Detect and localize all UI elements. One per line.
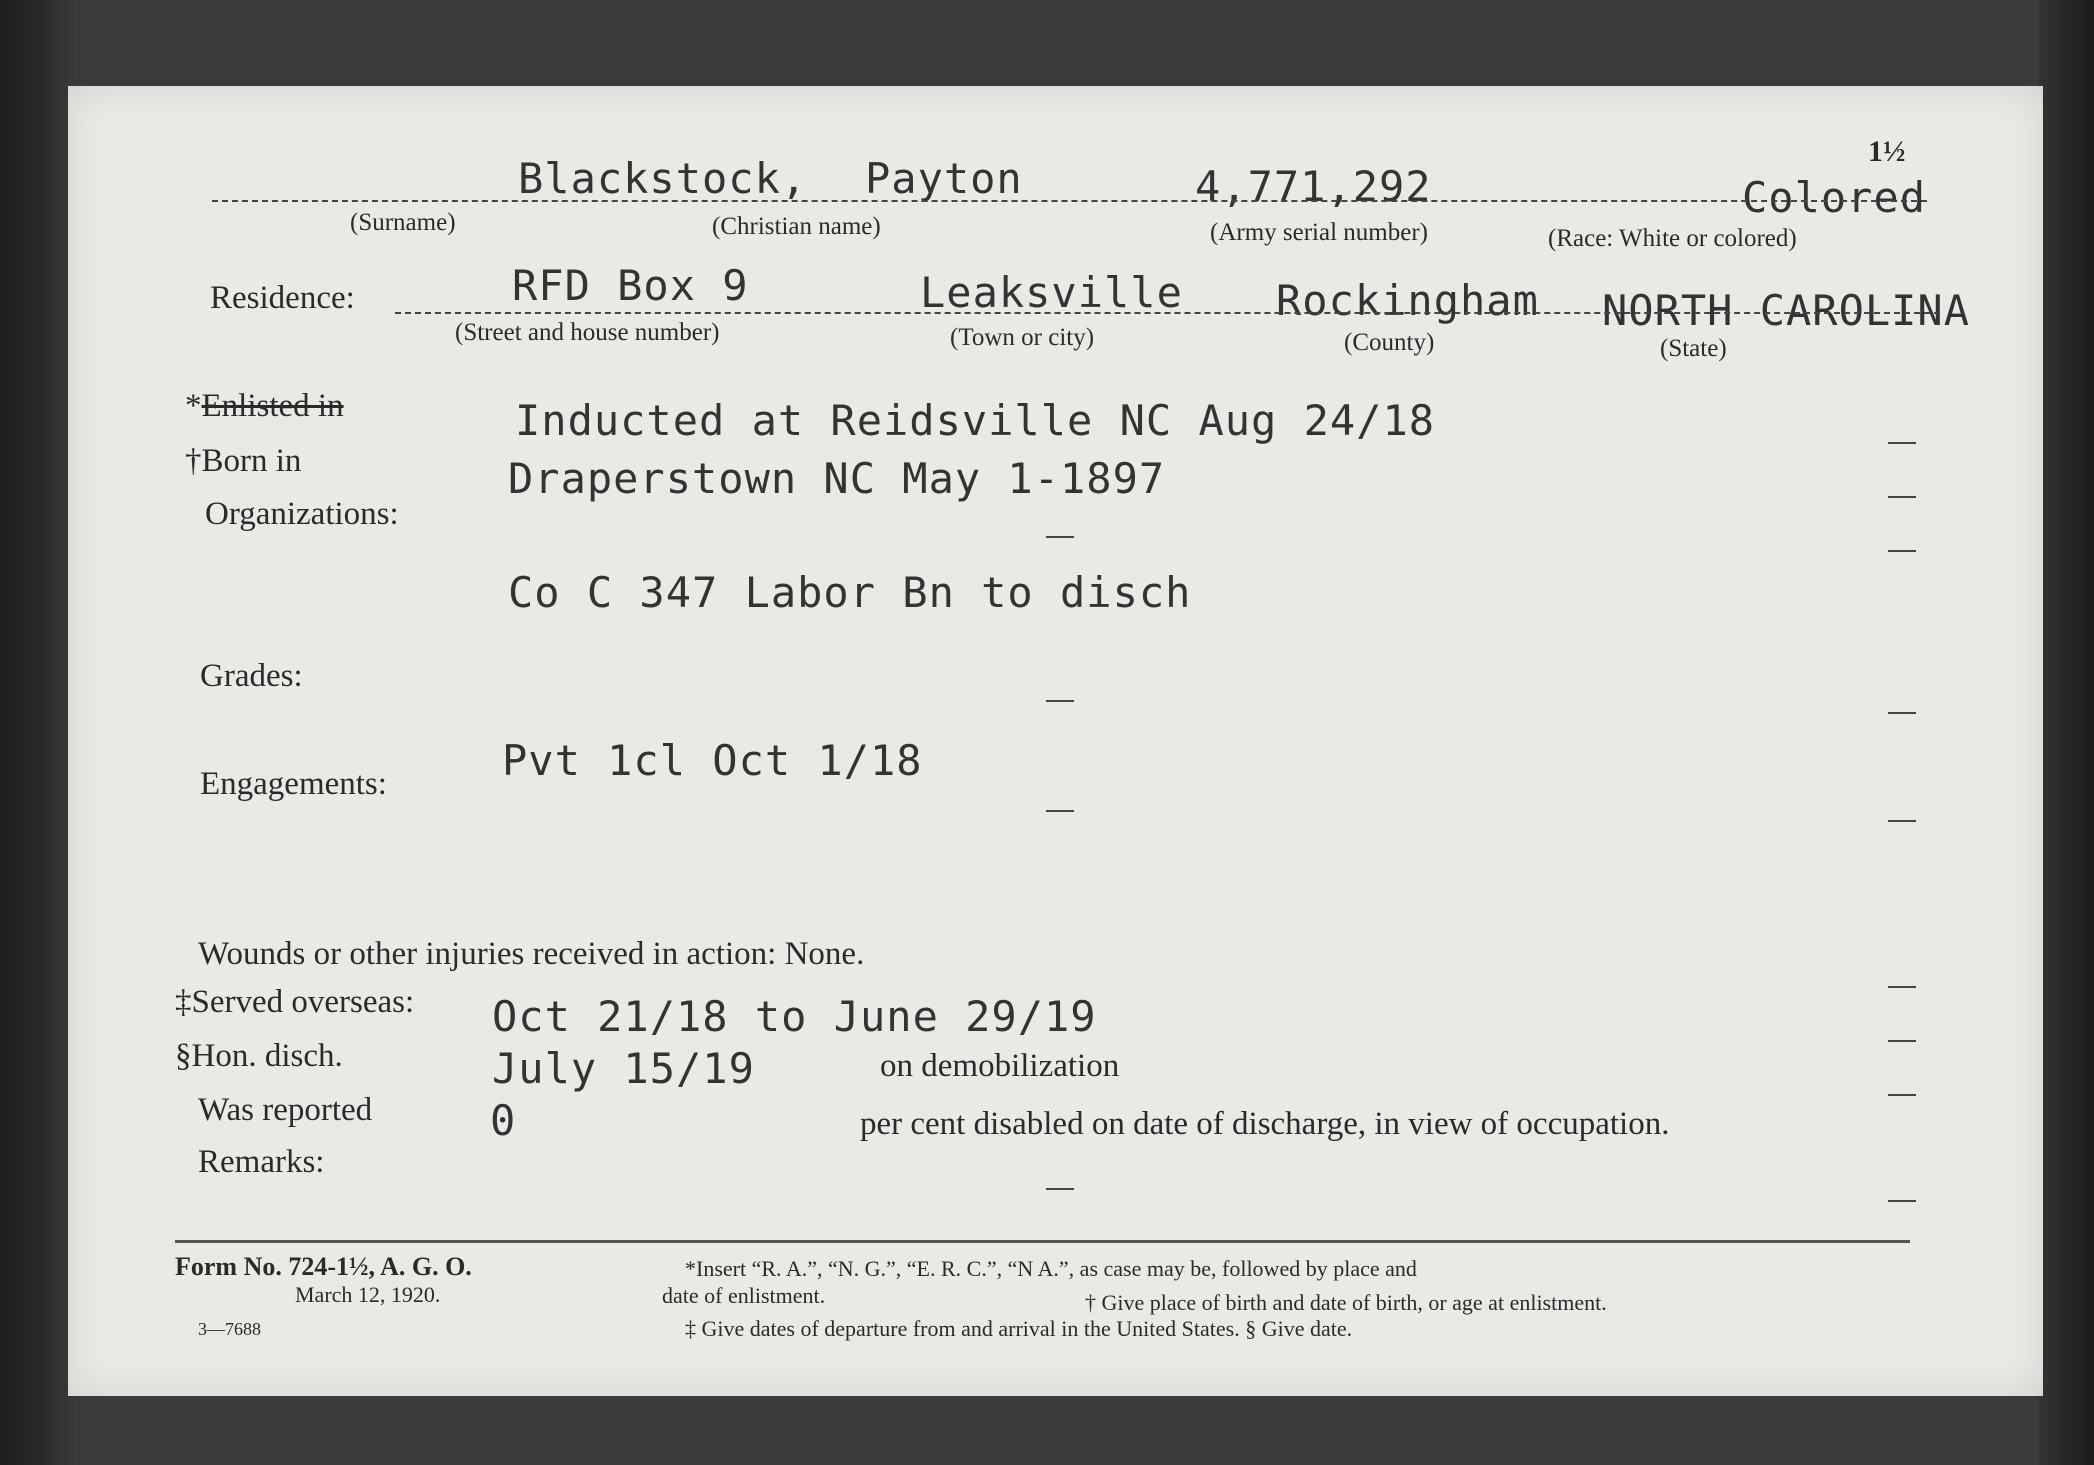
grades-label: Grades:	[200, 658, 303, 694]
organizations-value: Co C 347 Labor Bn to disch	[508, 568, 1192, 617]
discharge-label: §Hon. disch.	[175, 1038, 343, 1074]
footnote-overseas: ‡ Give dates of departure from and arrival in the United States. § Give date.	[685, 1316, 1353, 1341]
overseas-label: ‡Served overseas:	[175, 984, 415, 1020]
wounds-label: Wounds or other injuries received in action:	[198, 936, 777, 972]
label-surname: (Surname)	[350, 209, 456, 236]
residence-state: NORTH CAROLINA	[1602, 286, 1971, 335]
blank-dash	[1888, 1094, 1916, 1096]
blank-dash	[1888, 1040, 1916, 1042]
footnote-birth: † Give place of birth and date of birth, or age at enlistment.	[1085, 1290, 1607, 1315]
overseas-value: Oct 21/18 to June 29/19	[492, 992, 1097, 1041]
discharge-suffix: on demobilization	[880, 1048, 1120, 1084]
residence-label: Residence:	[210, 280, 355, 316]
scan-edge-left	[0, 0, 75, 1465]
blank-dash	[1888, 1200, 1916, 1202]
footer-rule	[175, 1240, 1910, 1243]
blank-dash	[1046, 1188, 1074, 1190]
discharge-value: July 15/19	[492, 1044, 755, 1093]
blank-dash	[1888, 820, 1916, 822]
residence-town: Leaksville	[920, 268, 1183, 317]
label-christian-name: (Christian name)	[712, 213, 881, 240]
residence-county: Rockingham	[1276, 276, 1539, 325]
label-county: (County)	[1344, 329, 1435, 356]
form-number: Form No. 724-1½, A. G. O.	[175, 1252, 472, 1281]
serial-number-value: 4,771,292	[1195, 162, 1432, 211]
enlisted-asterisk: *	[185, 388, 202, 424]
christian-name-value: Payton	[865, 154, 1023, 203]
born-label: †Born in	[185, 443, 302, 479]
residence-street: RFD Box 9	[512, 261, 749, 310]
blank-dash	[1888, 712, 1916, 714]
fraction-mark: 1½	[1868, 135, 1906, 168]
blank-dash	[1046, 536, 1074, 538]
label-town: (Town or city)	[950, 324, 1095, 351]
engagements-label: Engagements:	[200, 766, 387, 802]
blank-dash	[1888, 442, 1916, 444]
wounds-value: None.	[784, 936, 865, 972]
header-dashed-line	[212, 200, 1927, 202]
blank-dash	[1046, 810, 1074, 812]
blank-dash	[1888, 550, 1916, 552]
label-serial: (Army serial number)	[1210, 219, 1428, 246]
enlisted-label-text: Enlisted in	[201, 388, 344, 424]
label-state: (State)	[1660, 335, 1727, 362]
footnote-insert: *Insert “R. A.”, “N. G.”, “E. R. C.”, “N A.”, as case may be, followed by place and	[685, 1256, 1417, 1281]
blank-dash	[1888, 986, 1916, 988]
remarks-label: Remarks:	[198, 1144, 325, 1180]
enlisted-value: Inducted at Reidsville NC Aug 24/18	[515, 396, 1436, 445]
label-street: (Street and house number)	[455, 319, 720, 346]
reported-label: Was reported	[198, 1092, 373, 1128]
race-value: Colored	[1742, 173, 1927, 222]
residence-dashed-line	[395, 312, 1940, 314]
scan-edge-right	[2039, 0, 2094, 1465]
born-value: Draperstown NC May 1-1897	[508, 454, 1166, 503]
form-code: 3—7688	[198, 1319, 261, 1339]
enlisted-label	[185, 390, 344, 423]
organizations-label: Organizations:	[205, 496, 399, 532]
footnote-insert-cont: date of enlistment.	[662, 1283, 826, 1308]
label-race: (Race: White or colored)	[1548, 225, 1797, 252]
reported-value: 0	[490, 1096, 517, 1145]
blank-dash	[1888, 496, 1916, 498]
reported-suffix: per cent disabled on date of discharge, in view of occupation.	[860, 1106, 1670, 1142]
blank-dash	[1046, 700, 1074, 702]
form-date: March 12, 1920.	[295, 1282, 441, 1307]
surname-value: Blackstock,	[518, 154, 808, 203]
wounds-line	[198, 938, 864, 971]
grades-value: Pvt 1cl Oct 1/18	[502, 736, 923, 785]
